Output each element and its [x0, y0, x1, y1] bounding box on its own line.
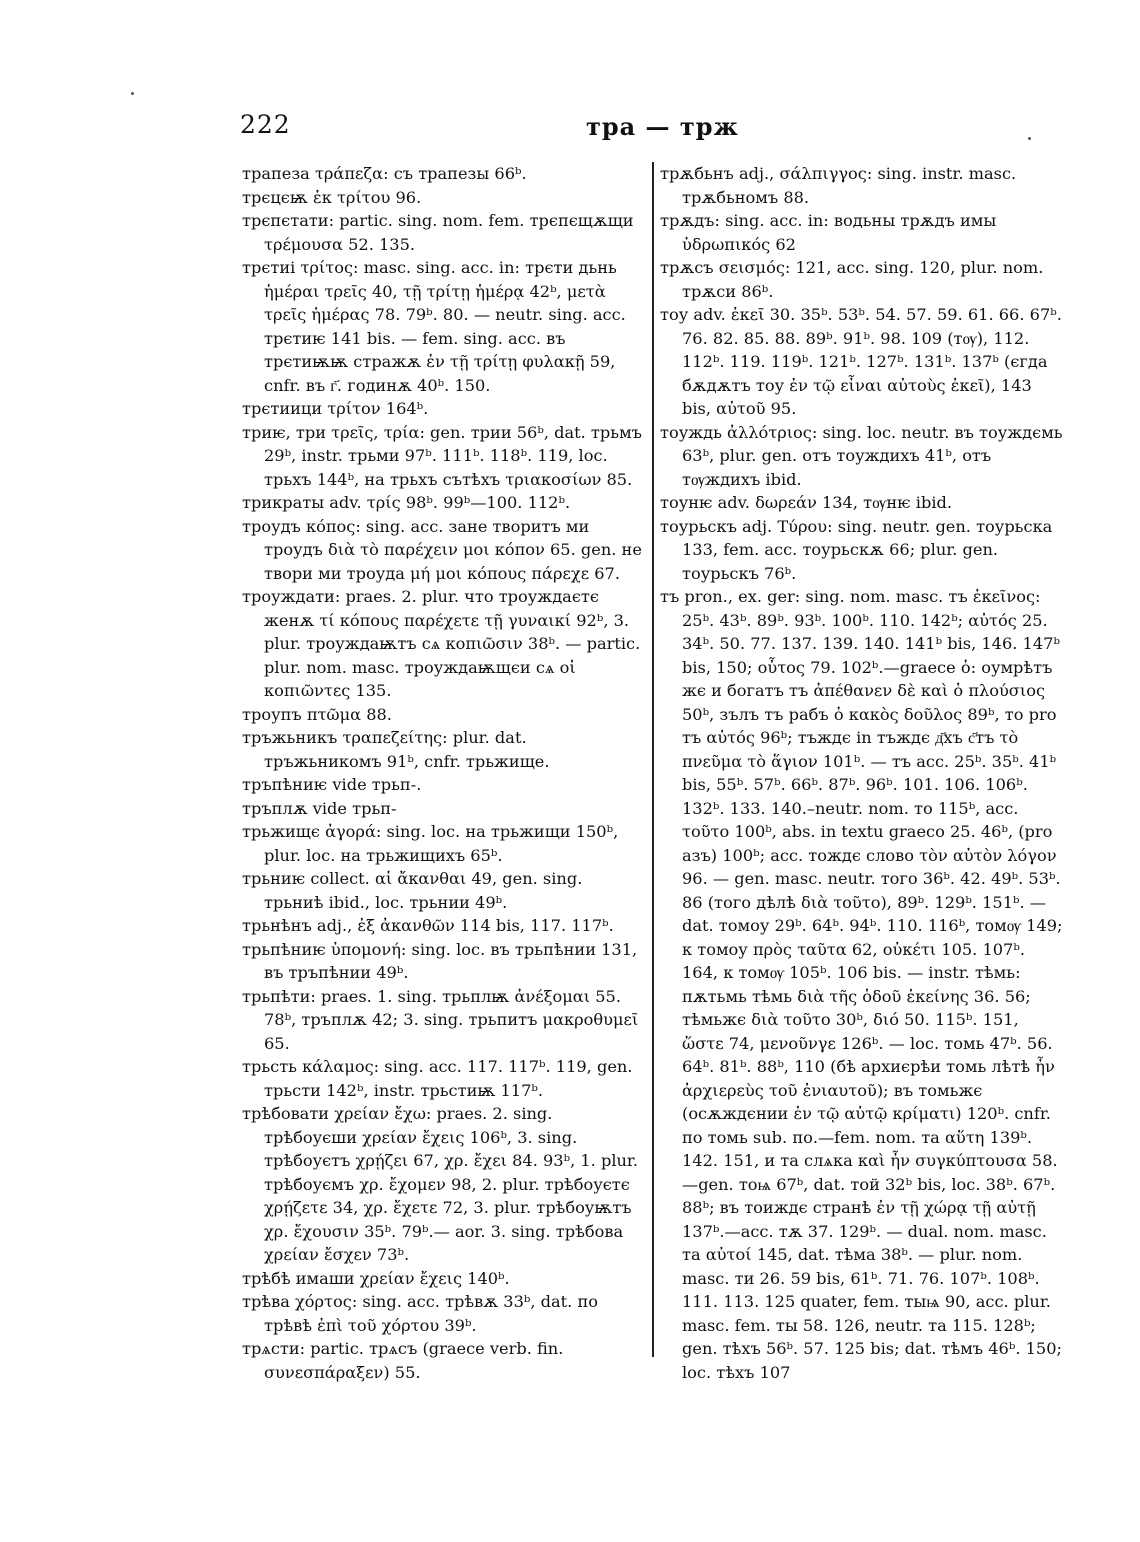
dictionary-entry: тръплѫ vide трьп-	[242, 798, 397, 818]
dictionary-entry: тръжьникъ τραπεζείτης: plur. dat. тръжьникомъ 91ᵇ, cnfr. трьжище.	[242, 728, 550, 771]
dictionary-entry: трєтиі τρίτος: masc. sing. acc. in: трєти дьнь ἡμέραι τρεῖς 40, τῇ τρίτῃ ἡμέρᾳ 42ᵇ, μετὰ τρεῖς ἡμέρας 78. 79ᵇ. 80. — neutr. sing. acc. трєтиѥ 141 bis. — fem. sing. acc. въ трєтиѭѭ стражѫ ἐν τῇ τρίτῃ φυλακῇ 59, cnfr. въ г҃. годинѫ 40ᵇ. 150.	[242, 258, 626, 395]
dictionary-entry: трєцєѭ ἐκ τρίτου 96.	[242, 187, 422, 207]
dictionary-entry: трѣбѣ имаши χρείαν ἔχεις 140ᵇ.	[242, 1268, 510, 1288]
running-head: тра — трж	[586, 112, 739, 141]
scan-speck	[131, 92, 134, 95]
dictionary-entry: трѫсъ σεισμός: 121, acc. sing. 120, plur. nom. трѫси 86ᵇ.	[660, 258, 1044, 301]
dictionary-entry: трьниѥ collect. αἱ ἄκανθαι 49, gen. sing. трьниѣ ibid., loc. трьнии 49ᵇ.	[242, 869, 583, 912]
dictionary-entry: тръпѣниѥ vide трьп-.	[242, 775, 422, 794]
dictionary-entry: трєпєтати: partic. sing. nom. fem. трєпєщѫщи τρέμουσα 52. 135.	[242, 211, 634, 254]
dictionary-entry: трапеза τράπεζα: съ трапезы 66ᵇ.	[242, 164, 527, 183]
dictionary-entry: тоуждь ἀλλότριος: sing. loc. neutr. въ тоуждємь 63ᵇ, plur. gen. отъ тоуждихъ 41ᵇ, отъ тѹждихъ ibid.	[660, 422, 1063, 489]
right-column	[660, 162, 1065, 1384]
dictionary-entry: тоунѥ adv. δωρεάν 134, тѹнѥ ibid.	[660, 493, 952, 512]
dictionary-entry: троупъ πτῶμα 88.	[242, 704, 392, 724]
dictionary-entry: трьжищє ἀγορά: sing. loc. на трьжищи 150ᵇ, plur. loc. на трьжищихъ 65ᵇ.	[242, 822, 619, 865]
dictionary-entry: троуждати: praes. 2. plur. что троуждаєтє женѫ τί κόπους παρέχετε τῇ γυναικί 92ᵇ, 3. plur. троуждаѭтъ сѧ κοπιῶσιν 38ᵇ. — partic. plur. nom. masc. троуждаѭщєи сѧ οἱ κοπιῶντες 135.	[242, 587, 641, 700]
dictionary-entry: трєтиици τρίτον 164ᵇ.	[242, 399, 429, 418]
column-divider	[652, 162, 654, 1357]
dictionary-entry: троудъ κόπος: sing. acc. зане творитъ ми троудъ διὰ τὸ παρέχειν μοι κόπον 65. gen. не твори ми троуда μή μοι κόπους πάρεχε 67.	[242, 516, 642, 583]
left-column	[242, 162, 642, 1384]
dictionary-entry: трьпѣти: praes. 1. sing. трьплѭ ἀνέξομαι 55. 78ᵇ, тръплѫ 42; 3. sing. трьпитъ μακροθυμεῖ 65.	[242, 986, 639, 1053]
dictionary-entry: трѣбовати χρείαν ἔχω: praes. 2. sing. трѣбоуєши χρείαν ἔχεις 106ᵇ, 3. sing. трѣбоуєтъ χρῄζει 67, χρ. ἔχει 84. 93ᵇ, 1. plur. трѣбоуємъ χρ. ἔχομεν 98, 2. plur. трѣбоуєтє χρῄζετε 34, χρ. ἔχετε 72, 3. plur. трѣбоуѭтъ χρ. ἔχουσιν 35ᵇ. 79ᵇ.— aor. 3. sing. трѣбова χρείαν ἔσχεν 73ᵇ.	[242, 1104, 639, 1264]
dictionary-entry: трѫдъ: sing. acc. in: водьны трѫдъ имы ὑδρωπικός 62	[660, 211, 997, 254]
page-number: 222	[240, 110, 291, 139]
dictionary-entry: тоу adv. ἐκεῖ 30. 35ᵇ. 53ᵇ. 54. 57. 59. 61. 66. 67ᵇ. 76. 82. 85. 88. 89ᵇ. 91ᵇ. 98. 109 (тѹ), 112. 112ᵇ. 119. 119ᵇ. 121ᵇ. 127ᵇ. 131ᵇ. 137ᵇ (єгда бѫдѫтъ тоу ἐν τῷ εἶναι αὐτοὺς ἐκεῖ), 143 bis, αὐτοῦ 95.	[660, 305, 1062, 418]
dictionary-entry: трьнѣнъ adj., ἐξ ἀκανθῶν 114 bis, 117. 117ᵇ.	[242, 916, 614, 935]
dictionary-entry: трѣва χόρτος: sing. acc. трѣвѫ 33ᵇ, dat. по трѣвѣ ἐπὶ τοῦ χόρτου 39ᵇ.	[242, 1292, 598, 1335]
dictionary-entry: триѥ, три τρεῖς, τρία: gen. трии 56ᵇ, dat. трьмъ 29ᵇ, instr. трьми 97ᵇ. 111ᵇ. 118ᵇ. 119, loc. трьхъ 144ᵇ, на трьхъ сътѣхъ τριακοσίων 85.	[242, 422, 642, 489]
dictionary-entry: трьпѣниѥ ὑπομονή: sing. loc. въ трьпѣнии 131, въ тръпѣнии 49ᵇ.	[242, 939, 638, 982]
dictionary-entry: трѧсти: partic. трѧсъ (graece verb. fin. συνεσπάραξεν) 55.	[242, 1339, 564, 1382]
scan-speck	[1028, 137, 1031, 140]
dictionary-entry: трѫбьнъ adj., σάλπιγγος: sing. instr. masc. трѫбьномъ 88.	[660, 164, 1017, 207]
dictionary-entry: трикраты adv. τρίς 98ᵇ. 99ᵇ—100. 112ᵇ.	[242, 493, 571, 512]
dictionary-entry: тоурьскъ adj. Τύρου: sing. neutr. gen. тоурьска 133, fem. acc. тоурьскѫ 66; plur. gen. тоурьскъ 76ᵇ.	[660, 516, 1053, 583]
dictionary-entry: тъ pron., ex. ger: sing. nom. masc. тъ ἐκεῖνος: 25ᵇ. 43ᵇ. 89ᵇ. 93ᵇ. 100ᵇ. 110. 142ᵇ; αὐτός 25. 34ᵇ. 50. 77. 137. 139. 140. 141ᵇ bis, 146. 147ᵇ bis, 150; οὗτος 79. 102ᵇ.—graece ὁ: оумрѣтъ жє и богатъ тъ ἀπέθανεν δὲ καὶ ὁ πλούσιος 50ᵇ, зълъ тъ рабъ ὁ κακὸς δοῦλος 89ᵇ, то pro тъ αὐτός 96ᵇ; тъждє in тъждє д҃хъ с҃тъ τὸ πνεῦμα τὸ ἅγιον 101ᵇ. — тъ acc. 25ᵇ. 35ᵇ. 41ᵇ bis, 55ᵇ. 57ᵇ. 66ᵇ. 87ᵇ. 96ᵇ. 101. 106. 106ᵇ. 132ᵇ. 133. 140.–neutr. nom. то 115ᵇ, acc. τοῦτο 100ᵇ, abs. in textu graeco 25. 46ᵇ, (pro азъ) 100ᵇ; acc. тождє слово τὸν αὐτὸν λόγον 96. — gen. masc. neutr. того 36ᵇ. 42. 49ᵇ. 53ᵇ. 86 (того дѣлѣ διὰ τοῦτο), 89ᵇ. 129ᵇ. 151ᵇ. — dat. томоу 29ᵇ. 64ᵇ. 94ᵇ. 110. 116ᵇ, томѹ 149; к томоу πρὸς ταῦτα 62, οὐκέτι 105. 107ᵇ. 164, к томѹ 105ᵇ. 106 bis. — instr. тѣмь: пѫтьмь тѣмь διὰ τῆς ὁδοῦ ἐκείνης 36. 56; тѣмьжє διὰ τοῦτο 30ᵇ, διό 50. 115ᵇ. 151, ὥστε 74, μενοῦνγε 126ᵇ. — loc. томь 47ᵇ. 56. 64ᵇ. 81ᵇ. 88ᵇ, 110 (бѣ архиєрѣи томь лѣтѣ ἦν ἀρχιερεὺς τοῦ ἐνιαυτοῦ); въ томьжє (осѫждєнии ἐν τῷ αὐτῷ κρίματι) 120ᵇ. cnfr. по томь sub. по.—fem. nom. та αὕτη 139ᵇ. 142. 151, и та слѧка καὶ ἦν συγκύπτουσα 58.—gen. тоѩ 67ᵇ, dat. той 32ᵇ bis, loc. 38ᵇ. 67ᵇ. 88ᵇ; въ тоиждє странѣ ἐν τῇ χώρᾳ τῇ αὐτῇ 137ᵇ.—acc. тѫ 37. 129ᵇ. — dual. nom. masc. та αὐτοί 145, dat. тѣма 38ᵇ. — plur. nom. masc. ти 26. 59 bis, 61ᵇ. 71. 76. 107ᵇ. 108ᵇ. 111. 113. 125 quater, fem. тыѩ 90, acc. plur. masc. fem. ты 58. 126, neutr. та 115. 128ᵇ; gen. тѣхъ 56ᵇ. 57. 125 bis; dat. тѣмъ 46ᵇ. 150; loc. тѣхъ 107	[660, 587, 1063, 1382]
dictionary-entry: трьсть κάλαμος: sing. acc. 117. 117ᵇ. 119, gen. трьсти 142ᵇ, instr. трьстиѭ 117ᵇ.	[242, 1057, 633, 1100]
